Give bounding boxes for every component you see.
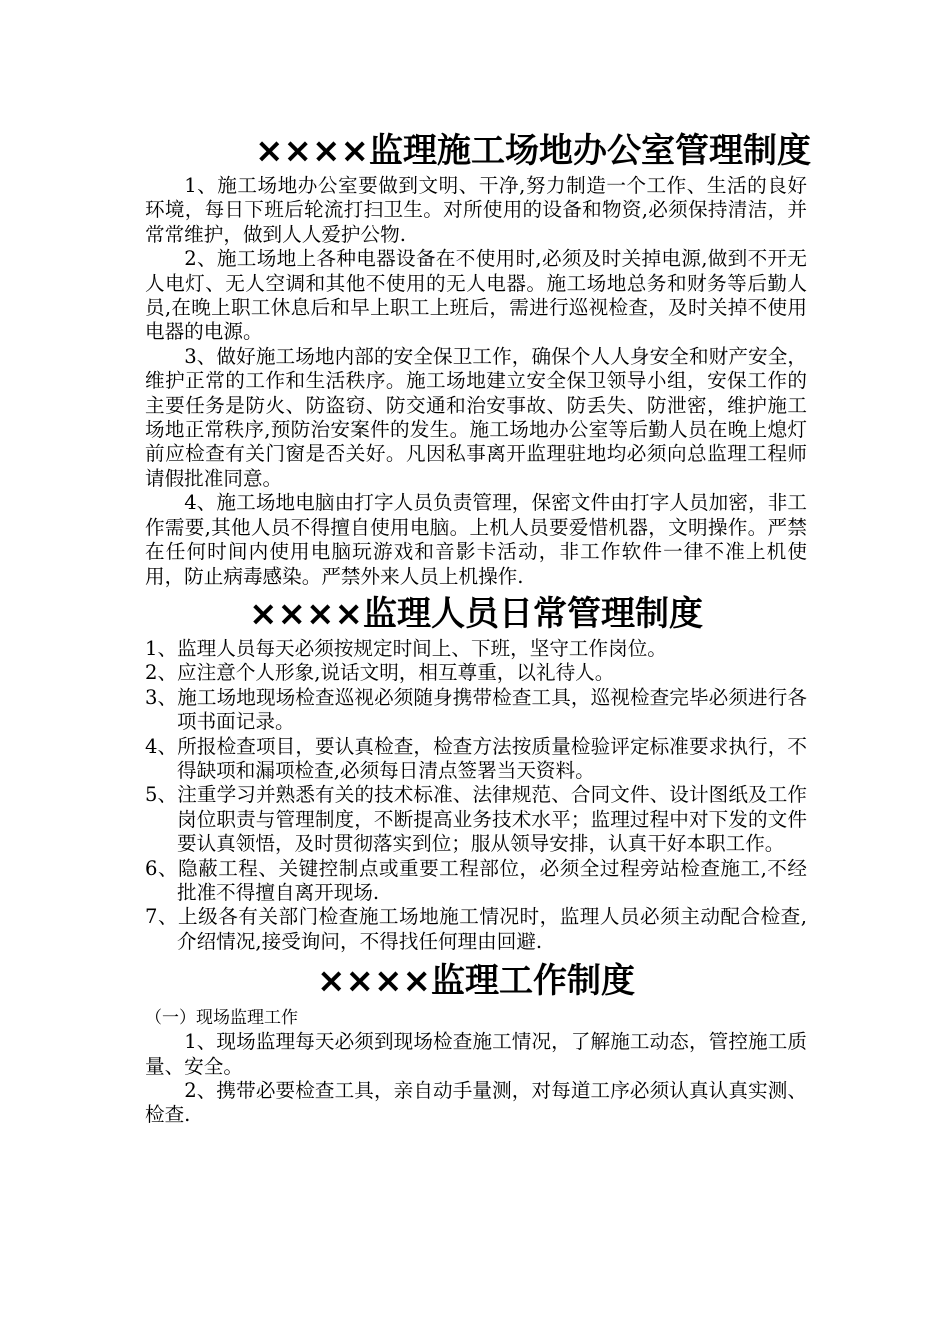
rules-list (145, 637, 807, 954)
paragraph: 1、现场监理每天必须到现场检查施工情况，了解施工动态，管控施工质量、安全。 (145, 1030, 807, 1078)
section-title-work-system: ××××监理工作制度 (317, 961, 635, 1002)
subheading-site-supervision: （一）现场监理工作 (145, 1008, 298, 1029)
section-title-daily-management: ××××监理人员日常管理制度 (249, 593, 703, 634)
list-item: 7、上级各有关部门检查施工场地施工情况时，监理人员必须主动配合检查,介绍情况,接受询问，不得找任何理由回避. (145, 905, 807, 953)
document-page (145, 128, 811, 1128)
section-title-office-management: ××××监理施工场地办公室管理制度 (255, 131, 811, 171)
paragraph: 4、施工场地电脑由打字人员负责管理，保密文件由打字人员加密，非工作需要,其他人员不得擅自使用电脑。上机人员要爱惜机器，文明操作。严禁在任何时间内使用电脑玩游戏和音影卡活动，非工作软件一律不准上机使用，防止病毒感染。严禁外来人员上机操作. (145, 491, 807, 588)
list-item: 1、监理人员每天必须按规定时间上、下班，坚守工作岗位。 (145, 636, 667, 660)
list-item: 5、注重学习并熟悉有关的技术标准、法律规范、合同文件、设计图纸及工作岗位职责与管理制度，不断提高业务技术水平；监理过程中对下发的文件要认真领悟，及时贯彻落实到位；服从领导安排，认真干好本职工作。 (145, 783, 807, 856)
paragraph: 3、做好施工场地内部的安全保卫工作，确保个人人身安全和财产安全，维护正常的工作和生活秩序。施工场地建立安全保卫领导小组，安保工作的主要任务是防火、防盗窃、防交通和治安事故、防丢失、防泄密，维护施工场地正常秩序,预防治安案件的发生。施工场地办公室等后勤人员在晚上熄灯前应检查有关门窗是否关好。凡因私事离开监理驻地均必须向总监理工程师请假批准同意。 (145, 344, 807, 490)
list-item: 3、施工场地现场检查巡视必须随身携带检查工具，巡视检查完毕必须进行各项书面记录。 (145, 685, 807, 734)
work-system-section (145, 958, 807, 1128)
office-management-section (145, 128, 811, 589)
paragraph: 2、施工场地上各种电器设备在不使用时,必须及时关掉电源,做到不开无人电灯、无人空调和其他不使用的无人电器。施工场地总务和财务等后勤人员,在晚上职工休息后和早上职工上班后，需进行巡视检查，及时关掉不使用电器的电源。 (145, 247, 807, 344)
paragraph: 1、施工场地办公室要做到文明、干净,努力制造一个工作、生活的良好环境，每日下班后轮流打扫卫生。对所使用的设备和物资,必须保持清洁，并常常维护，做到人人爱护公物. (145, 174, 807, 246)
list-item: 4、所报检查项目，要认真检查，检查方法按质量检验评定标准要求执行，不得缺项和漏项检查,必须每日清点签署当天资料。 (145, 734, 807, 782)
list-item: 2、应注意个人形象,说话文明，相互尊重，以礼待人。 (145, 661, 615, 685)
paragraph: 2、携带必要检查工具，亲自动手量测，对每道工序必须认真认真实测、检查. (145, 1079, 807, 1127)
daily-management-section (145, 591, 807, 954)
list-item: 6、隐蔽工程、关键控制点或重要工程部位，必须全过程旁站检查施工,不经批准不得擅自离开现场. (145, 856, 807, 904)
